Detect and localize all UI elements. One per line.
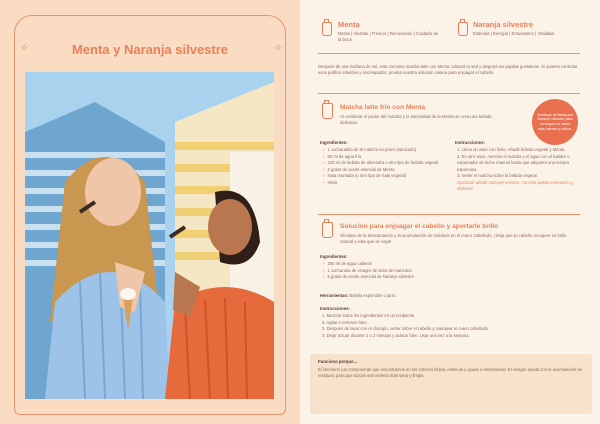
list-item: 3. Verter el matcha sobre la bebida vegetal. bbox=[457, 173, 538, 178]
recipe2-tools: Herramientas: Botella exprimible o jarra bbox=[320, 293, 396, 298]
recipe1-tip: Opcional: añadir nata por encima. ¡Ya solo queda removerla ¡y disfrutar! bbox=[457, 179, 574, 191]
page-title: Menta y Naranja silvestre bbox=[71, 42, 229, 57]
divider bbox=[318, 53, 580, 54]
recipe1-instructions bbox=[457, 147, 579, 193]
spray-bottle-icon bbox=[322, 222, 333, 238]
list-item: ✧ Hielo bbox=[322, 179, 338, 185]
naranja-title: Naranja silvestre bbox=[473, 20, 534, 29]
sparkle-icon: ✧ bbox=[20, 43, 29, 54]
list-item: ✧ 2 gotas de aceite esencial de Menta bbox=[322, 166, 395, 172]
why-title: Funciona porque... bbox=[318, 359, 358, 364]
list-item: 4. Dejar actuar durante 2 o 3 minutos y aclarar bien. Usar una vez a la semana. bbox=[322, 332, 470, 338]
list-item: ✧ 1 cucharadita de té matcha en polvo (tamizado) bbox=[322, 147, 416, 152]
why-body: El limoneno (un componente que encontramos en los cítricos) limpia, estimula y ayuda a desintoxicar. El vinagre ayuda con la acumulación de residuos, para que luzcas una melena más sana y limpia. bbox=[318, 367, 582, 378]
list-item: ✧ 5 gotas de aceite esencial de Naranja silvestre bbox=[322, 274, 415, 279]
recipe1-title: Matcha latte frío con Menta bbox=[340, 104, 425, 111]
list-item: ✧ 220 ml de bebida de almendra u otro tipo de bebida vegetal bbox=[322, 160, 439, 165]
list-item: ✧ 55 ml de agua fría bbox=[322, 153, 362, 159]
glass-icon bbox=[322, 103, 333, 119]
divider bbox=[318, 93, 580, 94]
list-item: 2. En otro vaso, mezclar el matcha y el agua con el batidor o espumador de leche manual hasta que adquiera una textura espumosa. bbox=[457, 153, 570, 172]
recipe1-ingredients bbox=[322, 147, 447, 186]
hero-photo bbox=[25, 72, 274, 399]
list-item: 3. Después de lavar con el champú, verter sobre el cabello y masajear el cuero cabelludo. bbox=[322, 326, 490, 331]
recipe1-instructions-label: Instrucciones: bbox=[455, 140, 486, 145]
arch-top-line bbox=[75, 15, 225, 26]
naranja-tags: Estimula | Energía | Entusiasmo | Vitalidad bbox=[473, 31, 554, 36]
menta-tags: Menta | Hierbas | Frescor | Renovación | Cuidado de la boca bbox=[338, 31, 438, 42]
list-item: ✧ 250 ml de agua caliente bbox=[322, 261, 372, 266]
beach-huts-women-image bbox=[25, 72, 274, 399]
bottle-icon bbox=[322, 22, 332, 36]
recipe2-title: Solución para enjuagar el cabello y aportarle brillo bbox=[340, 223, 499, 230]
why-box bbox=[310, 354, 592, 414]
menta-title: Menta bbox=[338, 20, 360, 29]
list-item: 1. Llena un vaso con hielo. Añadir bebida vegetal y Menta. bbox=[457, 147, 566, 152]
recipe2-ingredients-label: Ingredientes: bbox=[320, 254, 348, 259]
recipe1-ingredients-label: Ingredientes: bbox=[320, 140, 348, 145]
divider bbox=[318, 214, 580, 215]
recipe2-ingredients bbox=[322, 261, 522, 281]
list-item: ✧ 1 cucharada de vinagre de sidra de manzana bbox=[322, 267, 412, 273]
tip-badge: Sustituye la Menta por Naranja silvestre para conseguir un sabor más intenso y cítrico. bbox=[532, 99, 578, 145]
list-item: 1. Mezclar todos los ingredientes en un recipiente. bbox=[322, 313, 416, 318]
intro-text: Después de una mañana de sol, esta cremosa matcha latte con Menta calmará tu sed y alegrará tus papilas gustativas. Si quieres controlar esos pelillos rebeldes y encrespados, prueba nuestra solución casera para enjuagar el cabello. bbox=[318, 64, 578, 75]
recipe2-subtitle: Olvídate de la descamación y la acumulación de residuos en el cuero cabelludo. ¡Deja que tu cabello recupere su brillo natural y esta que se vaya! bbox=[340, 233, 567, 244]
list-item: 2. Agitar o remover bien. bbox=[322, 319, 368, 325]
recipe1-subtitle: Al combinar el poder del matcha y la intensidad de la Menta se crea una bebida deliciosa. bbox=[340, 114, 492, 125]
recipe2-instructions bbox=[322, 313, 580, 339]
list-item: ✧ Nata montada (u otro tipo de nata vegetal) bbox=[322, 173, 407, 178]
recipe2-instructions-label: Instrucciones: bbox=[320, 306, 351, 311]
sparkle-icon: ✧ bbox=[274, 43, 283, 54]
bottle-icon bbox=[458, 22, 468, 36]
